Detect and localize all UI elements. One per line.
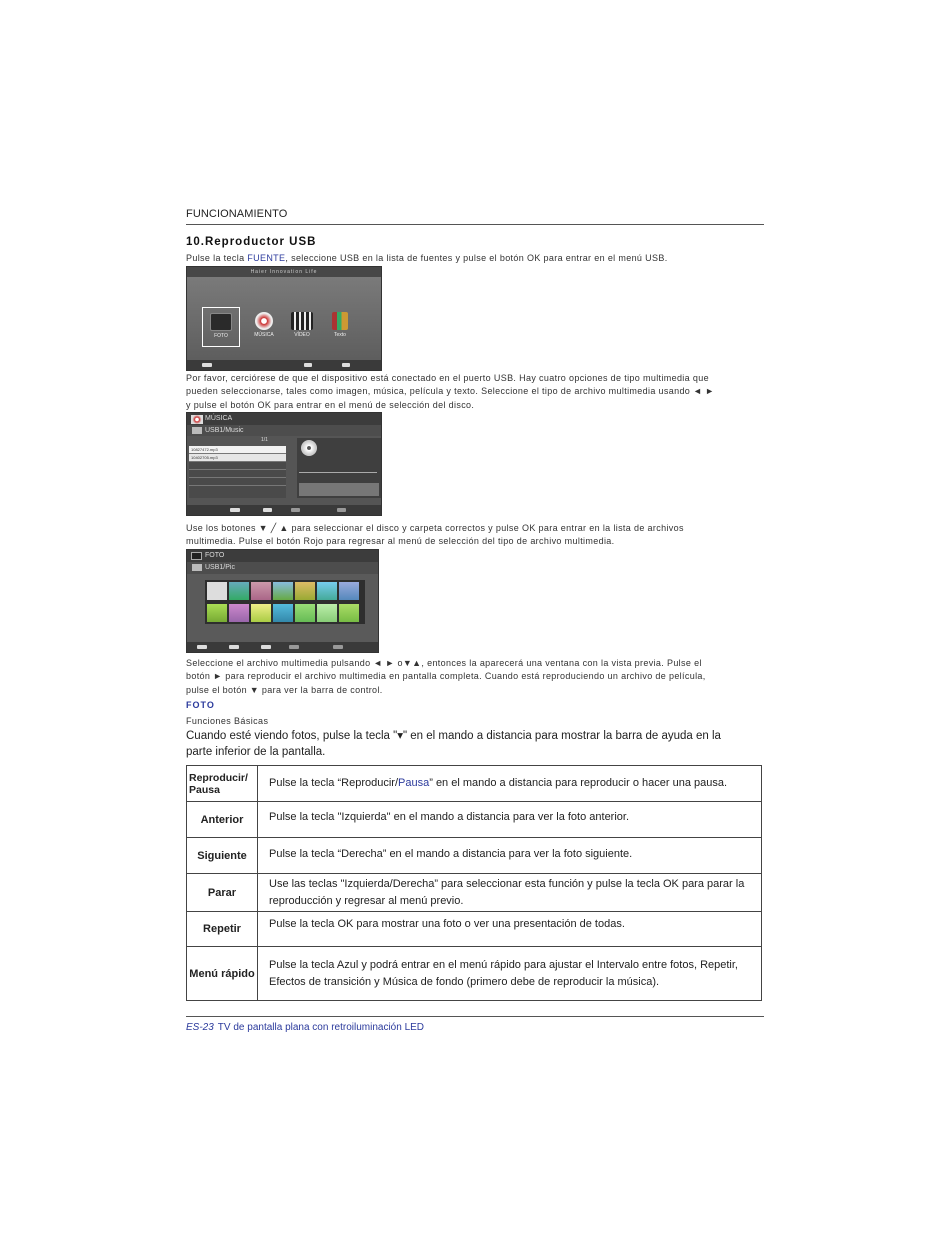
photo-thumb — [273, 604, 293, 622]
file-list — [189, 446, 286, 498]
page-indicator: 1/1 — [261, 437, 268, 443]
blue-key-icon — [337, 508, 346, 512]
nav-icon — [202, 363, 212, 367]
page-footer — [186, 1022, 424, 1033]
ok-icon — [229, 645, 239, 649]
ok-icon — [304, 363, 312, 367]
clapper-icon — [291, 312, 313, 330]
foto-subheading: Funciones Básicas — [186, 716, 269, 726]
page-title: 10.Reproductor USB — [186, 236, 317, 248]
footer-title: TV de pantalla plana con retroiluminación LED — [217, 1022, 425, 1033]
tile-video: VÍDEO — [283, 307, 321, 347]
folder-icon — [192, 427, 202, 434]
usb-media-type-screenshot — [186, 266, 382, 371]
playback-controls — [299, 483, 379, 496]
source-key-label: FUENTE — [247, 253, 286, 263]
screen2-help-bar — [187, 505, 381, 515]
enter-icon — [230, 508, 240, 512]
table-row — [187, 838, 762, 874]
screen1-help-bar — [187, 360, 381, 370]
function-name: Parar — [187, 874, 258, 912]
list-item — [189, 462, 286, 470]
function-name: Repetir — [187, 912, 258, 947]
function-description: Pulse la tecla “Derecha” en el mando a distancia para ver la foto siguiente. — [258, 838, 762, 874]
list-item: 10827472.mp3 — [189, 446, 286, 454]
photo-browser-screenshot — [186, 549, 379, 653]
function-description: Pulse la tecla "Izquierda" en el mando a distancia para ver la foto anterior. — [258, 802, 762, 838]
paragraph-select-folder: Use los botones ▼ ╱ ▲ para seleccionar el disco y carpeta correctos y pulse OK para entrar en la lista de archivos multimedia. Pulse el botón Rojo para regresar al menú de selección del tipo de archivo multimedia. — [186, 523, 684, 547]
red-key-icon — [289, 645, 299, 649]
tile-texto: Texto — [321, 307, 359, 347]
photo-thumb — [229, 604, 249, 622]
brand-banner: Haier Innovation Life — [187, 267, 381, 277]
list-item — [189, 478, 286, 486]
thumbnail-grid — [205, 580, 365, 624]
function-description: Pulse la tecla “Reproducir/Pausa” en el mando a distancia para reproducir o hacer una pausa. — [258, 766, 762, 802]
music-title-bar: MÚSICA — [187, 413, 381, 425]
photo-thumb — [273, 582, 293, 600]
function-name: Reproducir/ Pausa — [187, 766, 258, 802]
blue-key-icon — [333, 645, 343, 649]
function-description: Pulse la tecla OK para mostrar una foto o ver una presentación de todas. — [258, 912, 762, 947]
photo-thumb — [251, 604, 271, 622]
photo-thumb — [317, 582, 337, 600]
photo-thumb — [339, 604, 359, 622]
photo-thumb — [317, 604, 337, 622]
bottom-divider — [186, 1016, 764, 1017]
table-row — [187, 874, 762, 912]
intro-paragraph: Pulse la tecla FUENTE, seleccione USB en la lista de fuentes y pulse el botón OK para entrar en el menú USB. — [186, 253, 668, 263]
tile-musica: MÚSICA — [245, 307, 283, 347]
red-key-icon — [291, 508, 300, 512]
progress-bar — [299, 472, 377, 473]
function-description: Use las teclas "Izquierda/Derecha” para seleccionar esta función y pulse la tecla OK para parar la reproducción y regresar al menú previo. — [258, 874, 762, 912]
function-name: Menú rápido — [187, 947, 258, 1001]
photo-title-bar: FOTO — [187, 550, 378, 562]
photo-path-bar: USB1/Pic — [187, 562, 378, 574]
page-number: ES-23 — [186, 1022, 214, 1033]
top-divider — [186, 224, 764, 225]
camera-icon — [210, 313, 232, 331]
photo-thumb — [251, 582, 271, 600]
exit-icon — [342, 363, 350, 367]
music-browser-screenshot — [186, 412, 382, 516]
disc-icon — [301, 440, 317, 456]
photo-thumb — [295, 582, 315, 600]
foto-intro: Cuando esté viendo fotos, pulse la tecla "▾" en el mando a distancia para mostrar la barra de ayuda en la parte inferior de la pantalla. — [186, 730, 721, 758]
list-item — [189, 470, 286, 478]
foto-heading: FOTO — [186, 700, 215, 710]
books-icon — [332, 312, 348, 330]
music-disc-icon — [255, 312, 273, 330]
table-row — [187, 912, 762, 947]
function-name: Anterior — [187, 802, 258, 838]
photo-thumb — [295, 604, 315, 622]
enter-icon — [197, 645, 207, 649]
tile-foto: FOTO — [202, 307, 240, 347]
paragraph-select-file: Seleccione el archivo multimedia pulsando ◄ ► o▼▲, entonces la aparecerá una ventana con la vista previa. Pulse el botón ► para reproducir el archivo multimedia en pantalla completa. Cuando está reproduciendo un archivo de película, pulse el botón ▼ para ver la barra de control. — [186, 658, 706, 695]
photo-thumb — [339, 582, 359, 600]
folder-icon — [192, 564, 202, 571]
camera-icon — [191, 552, 202, 560]
music-path-bar: USB1/Music — [187, 425, 381, 436]
list-item: 10402705.mp3 — [189, 454, 286, 462]
section-header: FUNCIONAMIENTO — [186, 208, 288, 220]
photo-thumb — [207, 604, 227, 622]
screen3-help-bar — [187, 642, 378, 652]
function-name: Siguiente — [187, 838, 258, 874]
table-row — [187, 947, 762, 1001]
back-icon — [263, 508, 272, 512]
photo-thumb — [229, 582, 249, 600]
photo-functions-table — [186, 765, 762, 1001]
back-icon — [261, 645, 271, 649]
music-icon — [191, 415, 203, 424]
table-row — [187, 802, 762, 838]
table-row — [187, 766, 762, 802]
folder-thumb — [207, 582, 227, 600]
paragraph-media-types: Por favor, cerciórese de que el dispositivo está conectado en el puerto USB. Hay cuatro opciones de tipo multimedia que pueden seleccionarse, tales como imagen, música, película y texto. Seleccione el tipo de archivo multimedia usando ◄ ► y pulse el botón OK para entrar en el menú de selección del disco. — [186, 373, 715, 410]
function-description: Pulse la tecla Azul y podrá entrar en el menú rápido para ajustar el Intervalo entre fotos, Repetir, Efectos de transición y Música de fondo (primero debe de reproducir la música). — [258, 947, 762, 1001]
